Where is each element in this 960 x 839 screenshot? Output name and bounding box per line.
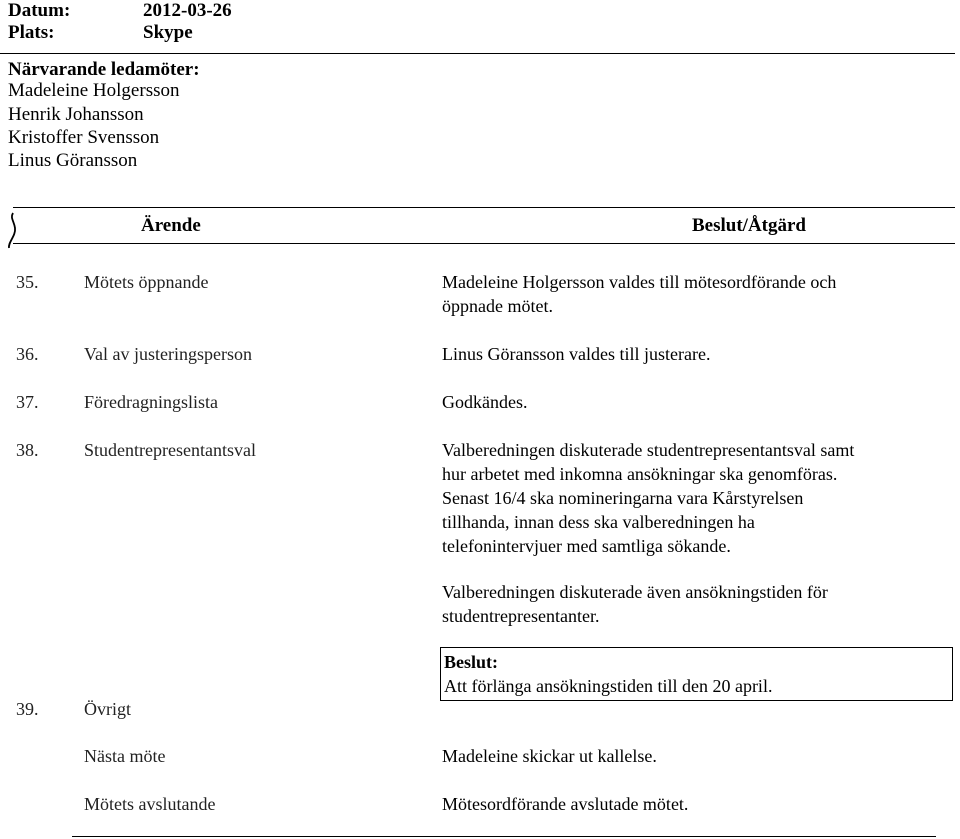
item-text-line: Linus Göransson valdes till justerare. bbox=[442, 344, 711, 364]
item-number: 38. bbox=[16, 440, 39, 460]
table-header-top-line bbox=[13, 207, 955, 208]
item-title: Föredragningslista bbox=[84, 392, 218, 412]
attendee-name: Kristoffer Svensson bbox=[8, 127, 160, 148]
item-text-line: Madeleine Holgersson valdes till mötesordförande och bbox=[442, 272, 837, 292]
item-text-line: Senast 16/4 ska nomineringarna vara Kårstyrelsen bbox=[442, 488, 804, 508]
subitem-text: Mötesordförande avslutade mötet. bbox=[442, 794, 689, 814]
item-text-line: hur arbetet med inkomna ansökningar ska genomföras. bbox=[442, 464, 838, 484]
item-text-line: telefonintervjuer med samtliga sökande. bbox=[442, 536, 731, 556]
decision-label: Beslut: bbox=[444, 652, 498, 672]
section-mark-icon bbox=[6, 212, 20, 250]
decision-text: Att förlänga ansökningstiden till den 20 april. bbox=[444, 676, 773, 696]
date-value: 2012-03-26 bbox=[143, 0, 232, 21]
place-label: Plats: bbox=[8, 22, 55, 43]
subitem-text: Madeleine skickar ut kallelse. bbox=[442, 746, 657, 766]
attendee-name: Linus Göransson bbox=[8, 150, 138, 171]
item-number: 36. bbox=[16, 344, 39, 364]
column-header-beslut: Beslut/Åtgärd bbox=[692, 215, 806, 236]
item-number: 35. bbox=[16, 272, 39, 292]
item-title: Övrigt bbox=[84, 699, 131, 719]
date-label: Datum: bbox=[8, 0, 71, 21]
attendee-name: Madeleine Holgersson bbox=[8, 80, 180, 101]
table-header-bottom-line bbox=[13, 243, 955, 244]
item-title: Studentrepresentantsval bbox=[84, 440, 256, 460]
header-divider bbox=[0, 53, 955, 54]
item-text-line: tillhanda, innan dess ska valberedningen ha bbox=[442, 512, 755, 532]
item-text-line: öppnade mötet. bbox=[442, 296, 553, 316]
footer-line bbox=[72, 836, 936, 837]
item-title: Mötets öppnande bbox=[84, 272, 209, 292]
item-text-line: studentrepresentanter. bbox=[442, 606, 600, 626]
item-number: 39. bbox=[16, 699, 39, 719]
subitem-title: Nästa möte bbox=[84, 746, 166, 766]
place-value: Skype bbox=[143, 22, 193, 43]
subitem-title: Mötets avslutande bbox=[84, 794, 216, 814]
item-text-line: Valberedningen diskuterade även ansökningstiden för bbox=[442, 582, 828, 602]
item-text-line: Valberedningen diskuterade studentrepresentantsval samt bbox=[442, 440, 855, 460]
item-title: Val av justeringsperson bbox=[84, 344, 252, 364]
item-text-line: Godkändes. bbox=[442, 392, 528, 412]
column-header-arende: Ärende bbox=[141, 215, 201, 236]
attendees-heading: Närvarande ledamöter: bbox=[8, 59, 200, 80]
attendee-name: Henrik Johansson bbox=[8, 104, 144, 125]
item-number: 37. bbox=[16, 392, 39, 412]
